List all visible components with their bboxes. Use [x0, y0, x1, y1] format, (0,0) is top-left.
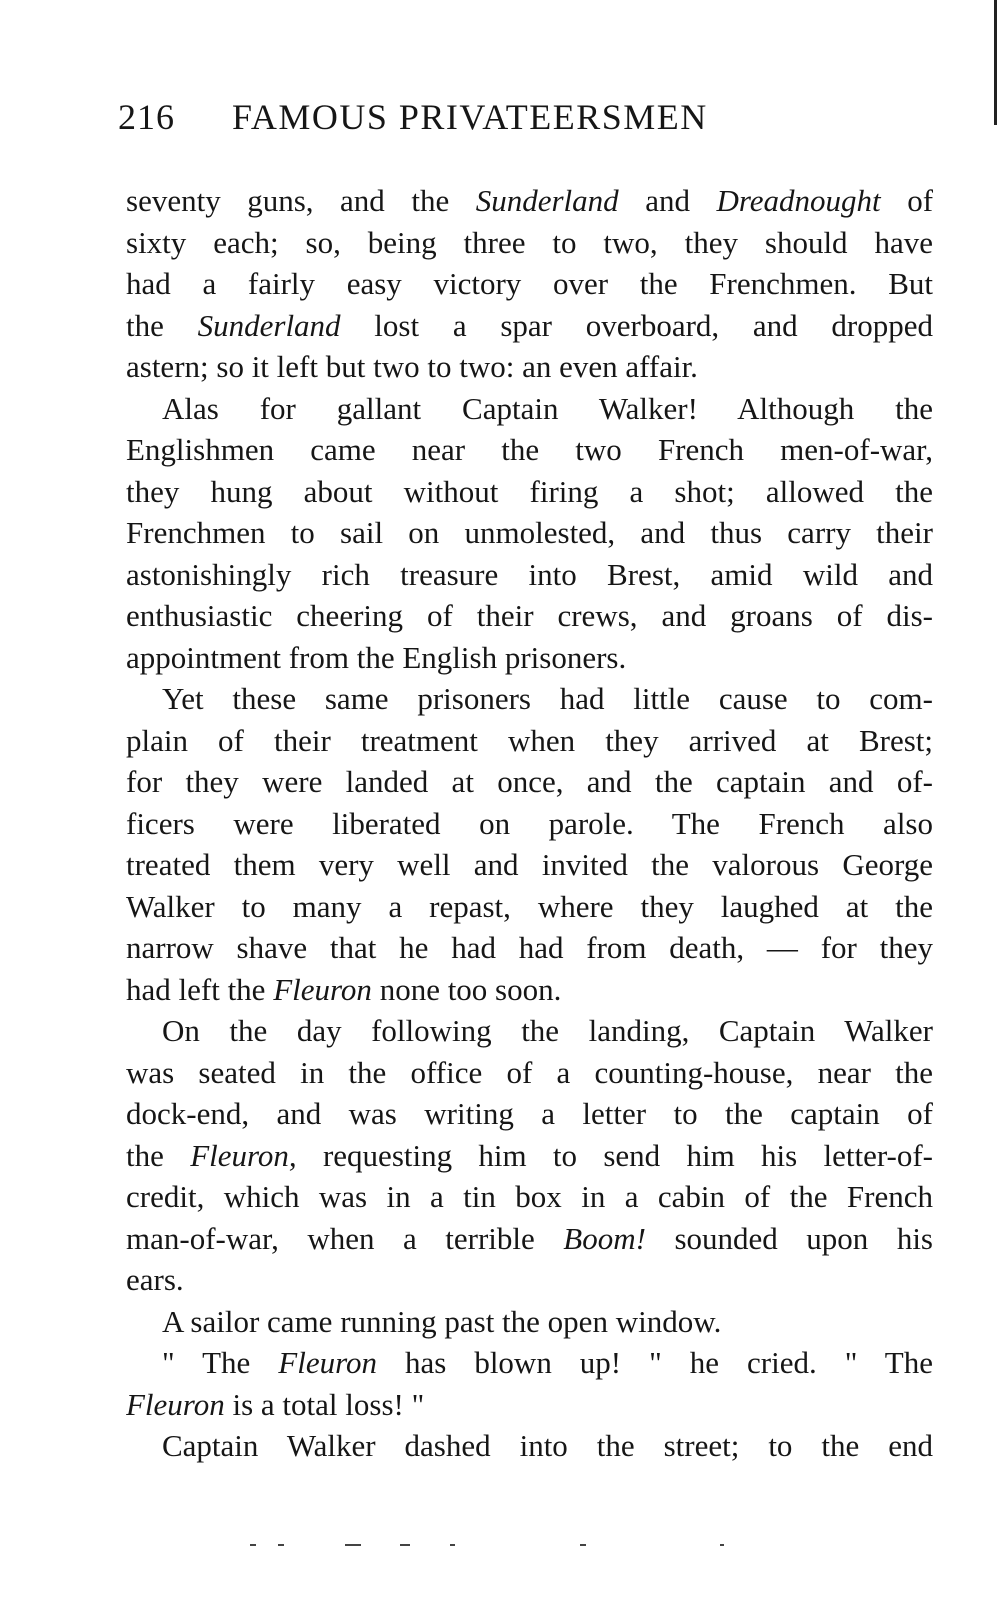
italic-text: Boom!	[563, 1220, 646, 1256]
page-number: 216	[118, 97, 175, 137]
text-segment: " The	[162, 1345, 279, 1380]
text-segment: appointment from the English prisoners.	[126, 639, 627, 675]
text-segment: astonishingly rich treasure into Brest, amid wild and	[126, 556, 933, 592]
text-segment: plain of their treatment when they arrived at Brest;	[126, 722, 933, 758]
text-line	[126, 346, 933, 388]
text-line	[126, 512, 933, 554]
text-line	[126, 1135, 933, 1177]
scan-edge-mark	[994, 0, 997, 125]
text-segment: sounded upon his	[645, 1220, 933, 1256]
running-title: FAMOUS PRIVATEERSMEN	[232, 97, 708, 137]
text-segment: had a fairly easy victory over the Frenchmen. But	[126, 266, 933, 301]
text-segment: ficers were liberated on parole. The French also	[126, 805, 933, 841]
text-segment: Captain Walker dashed into the street; to the end	[162, 1428, 933, 1463]
text-line	[126, 388, 933, 430]
text-line	[126, 1052, 933, 1094]
text-line	[126, 637, 933, 679]
text-line	[126, 969, 933, 1011]
text-segment: requesting him to send him his letter-of-	[296, 1137, 933, 1173]
text-segment: ears.	[126, 1262, 184, 1297]
text-segment: Englishmen came near the two French men-of-war,	[126, 432, 933, 467]
text-line	[126, 595, 933, 637]
running-header	[118, 96, 938, 146]
text-segment: and	[618, 183, 717, 218]
text-segment: A sailor came running past the open window.	[162, 1303, 722, 1339]
text-line	[126, 554, 933, 596]
text-segment: Frenchmen to sail on unmolested, and thus carry their	[126, 515, 933, 550]
text-line	[126, 305, 933, 347]
text-line	[126, 1301, 933, 1343]
text-segment: sixty each; so, being three to two, they should have	[126, 224, 933, 260]
text-segment: none too soon.	[371, 971, 562, 1007]
text-line	[126, 927, 933, 969]
scan-artifact-marks	[0, 1544, 1000, 1547]
text-line	[126, 1218, 933, 1260]
text-line	[126, 761, 933, 803]
text-line	[126, 1259, 933, 1301]
text-segment: Walker to many a repast, where they laughed at the	[126, 888, 933, 924]
text-segment: credit, which was in a tin box in a cabin of the French	[126, 1179, 933, 1214]
text-segment: astern; so it left but two to two: an even affair.	[126, 349, 698, 384]
text-segment: lost a spar overboard, and dropped	[340, 307, 933, 343]
text-line	[126, 1342, 933, 1384]
text-segment: the	[126, 1137, 191, 1173]
text-line	[126, 222, 933, 264]
text-segment: they hung about without firing a shot; allowed the	[126, 473, 933, 509]
text-line	[126, 180, 933, 222]
italic-text: Fleuron	[126, 1386, 225, 1422]
italic-text: Fleuron,	[190, 1137, 297, 1173]
italic-text: Sunderland	[475, 183, 619, 218]
text-segment: of	[880, 183, 933, 218]
text-line	[126, 1093, 933, 1135]
italic-text: Sunderland	[197, 307, 341, 343]
text-line	[126, 471, 933, 513]
body-text	[126, 180, 933, 1467]
text-segment: is a total loss! "	[224, 1386, 425, 1422]
text-segment: was seated in the office of a counting-house, near the	[126, 1054, 933, 1090]
text-line	[126, 1176, 933, 1218]
text-segment: Alas for gallant Captain Walker! Although the	[162, 390, 933, 426]
text-line	[126, 886, 933, 928]
text-line	[126, 678, 933, 720]
text-segment: narrow shave that he had had from death, — for they	[126, 930, 933, 965]
text-segment: Yet these same prisoners had little cause to com-	[162, 681, 933, 716]
text-line	[126, 263, 933, 305]
text-line	[126, 844, 933, 886]
text-line	[126, 1384, 933, 1426]
text-line	[126, 1010, 933, 1052]
text-segment: treated them very well and invited the valorous George	[126, 847, 933, 882]
italic-text: Fleuron	[273, 971, 372, 1007]
italic-text: Fleuron	[278, 1345, 378, 1380]
text-segment: man-of-war, when a terrible	[126, 1220, 564, 1256]
text-line	[126, 720, 933, 762]
italic-text: Dreadnought	[716, 183, 881, 218]
text-line	[126, 1425, 933, 1467]
text-line	[126, 803, 933, 845]
text-line	[126, 429, 933, 471]
text-segment: On the day following the landing, Captain Walker	[162, 1013, 933, 1048]
text-segment: dock-end, and was writing a letter to the captain of	[126, 1096, 933, 1131]
text-segment: the	[126, 307, 198, 343]
text-segment: has blown up! " he cried. " The	[377, 1345, 933, 1380]
text-segment: had left the	[126, 971, 274, 1007]
text-segment: for they were landed at once, and the captain and of-	[126, 764, 933, 799]
text-segment: enthusiastic cheering of their crews, and groans of dis-	[126, 598, 933, 633]
text-segment: seventy guns, and the	[126, 183, 476, 218]
